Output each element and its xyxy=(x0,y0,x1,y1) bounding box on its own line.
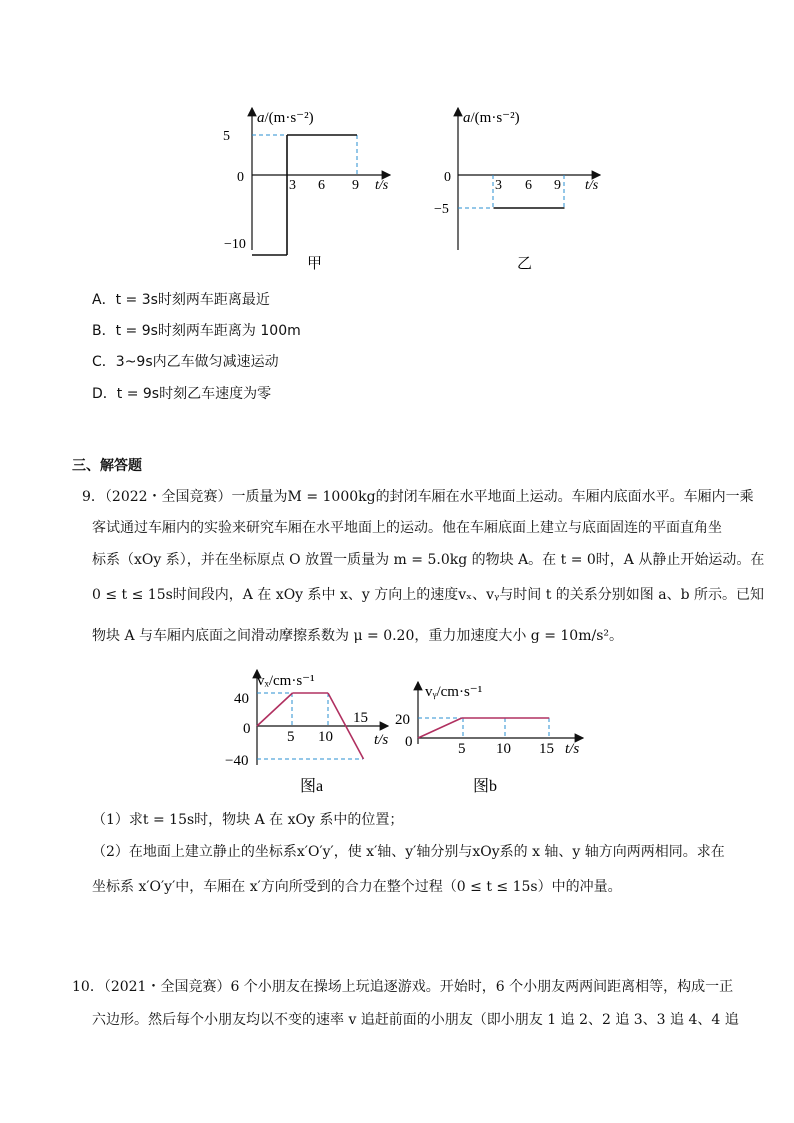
q10-line-1: 10．（2021・全国竞赛）6 个小朋友在操场上玩追逐游戏。开始时，6 个小朋友两两间距离相等，构成一正 xyxy=(72,979,734,995)
tick-y-5: 5 xyxy=(223,129,230,144)
option-c[interactable]: C．3~9s内乙车做匀减速运动 xyxy=(92,354,279,370)
tick-y-0: 0 xyxy=(243,721,251,737)
tick-x-3: 3 xyxy=(495,178,502,193)
graph-jia xyxy=(215,100,400,275)
y-axis-label: a/(m·s⁻²) xyxy=(257,110,314,126)
tick-x-15: 15 xyxy=(539,741,554,757)
tick-x-5: 5 xyxy=(287,729,295,745)
tick-y-neg10: −10 xyxy=(224,237,246,252)
b-data-lines xyxy=(418,718,549,738)
tick-x-5: 5 xyxy=(458,741,466,757)
q10-line-2: 六边形。然后每个小朋友均以不变的速率 v 追赶前面的小朋友（即小朋友 1 追 2、2 追 3、3 追 4、4 追 xyxy=(92,1012,739,1028)
q9-line-1: 9．（2022・全国竞赛）一质量为M = 1000kg的封闭车厢在水平地面上运动。车厢内底面水平。车厢内一乘 xyxy=(82,489,754,505)
vx-segment xyxy=(257,693,293,726)
x-axis-label: t/s xyxy=(585,178,599,193)
tick-x-3: 3 xyxy=(289,178,296,193)
q9-line-2: 客试通过车厢内的实验来研究车厢在水平地面上的运动。他在车厢底面上建立与底面固连的平面直角坐 xyxy=(92,520,722,536)
tick-y-0: 0 xyxy=(444,170,451,185)
tick-x-10: 10 xyxy=(496,741,511,757)
tick-x-9: 9 xyxy=(554,178,561,193)
option-a[interactable]: A．t = 3s时刻两车距离最近 xyxy=(92,292,270,308)
tick-x-15: 15 xyxy=(353,710,368,726)
vy-segment xyxy=(418,718,462,738)
q9-line-5: 物块 A 与车厢内底面之间滑动摩擦系数为 μ = 0.20，重力加速度大小 g = 10m/s²。 xyxy=(92,628,624,644)
jia-data-lines xyxy=(252,135,357,255)
tick-x-10: 10 xyxy=(318,729,333,745)
caption-yi: 乙 xyxy=(517,256,533,272)
y-axis-label: a/(m·s⁻²) xyxy=(463,110,520,126)
option-b[interactable]: B．t = 9s时刻两车距离为 100m xyxy=(92,323,301,339)
option-d[interactable]: D．t = 9s时刻乙车速度为零 xyxy=(92,386,272,402)
caption-a: 图a xyxy=(300,778,324,795)
x-axis-label: t/s xyxy=(375,178,389,193)
tick-y-neg5: −5 xyxy=(434,202,449,217)
q9-line-4: 0 ≤ t ≤ 15s时间段内，A 在 xOy 系中 x、y 方向上的速度vₓ、vᵧ与时间 t 的关系分别如图 a、b 所示。已知 xyxy=(92,587,764,603)
tick-y-0: 0 xyxy=(405,734,413,750)
y-axis-label: vₓ/cm·s⁻¹ xyxy=(257,673,315,689)
tick-x-6: 6 xyxy=(525,178,532,193)
graph-b xyxy=(393,660,593,800)
q9-sub2-line1: （2）在地面上建立静止的坐标系x′O′y′，使 x′轴、y′轴分别与xOy系的 x 轴、y 轴方向两两相同。求在 xyxy=(92,844,725,860)
section-title: 三、解答题 xyxy=(72,458,142,474)
graph-yi xyxy=(430,100,615,275)
caption-jia: 甲 xyxy=(307,256,323,272)
tick-y-neg40: −40 xyxy=(225,753,249,769)
x-axis-label: t/s xyxy=(565,741,580,757)
y-axis-label: vᵧ/cm·s⁻¹ xyxy=(425,684,483,700)
tick-y-0: 0 xyxy=(237,170,244,185)
tick-y-20: 20 xyxy=(395,712,410,728)
tick-y-40: 40 xyxy=(234,691,249,707)
q9-line-3: 标系（xOy 系），并在坐标原点 O 放置一质量为 m = 5.0kg 的物块 A。在 t = 0时，A 从静止开始运动。在 xyxy=(92,552,765,568)
caption-b: 图b xyxy=(473,778,498,795)
x-axis-label: t/s xyxy=(374,732,389,748)
tick-x-6: 6 xyxy=(318,178,325,193)
graph-a xyxy=(220,660,400,800)
q9-sub2-line2: 坐标系 x′O′y′中，车厢在 x′方向所受到的合力在整个过程（0 ≤ t ≤ 15s）中的冲量。 xyxy=(92,879,622,895)
q9-sub1: （1）求t = 15s时，物块 A 在 xOy 系中的位置； xyxy=(92,812,404,828)
tick-x-9: 9 xyxy=(352,178,359,193)
